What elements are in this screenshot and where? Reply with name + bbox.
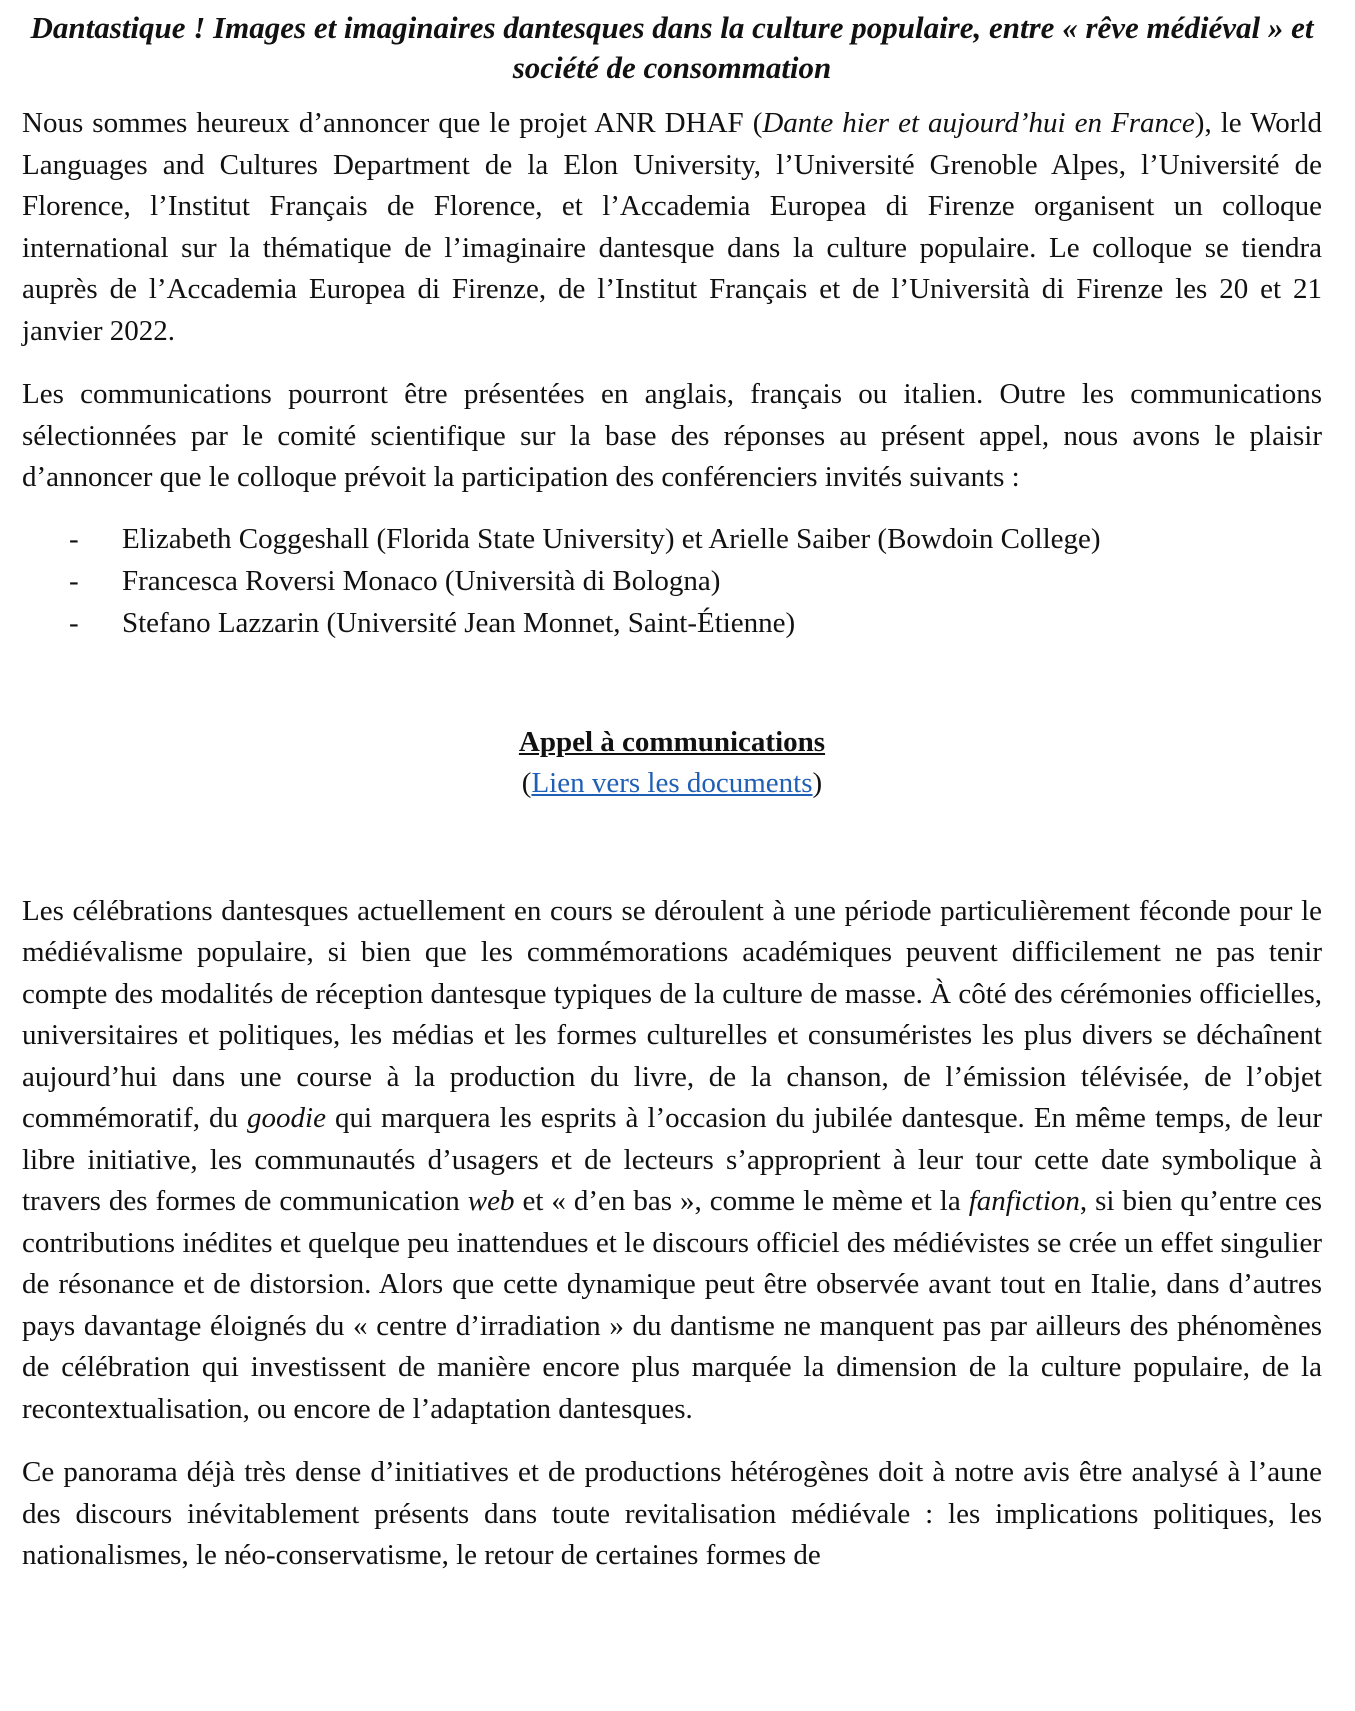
languages-paragraph: Les communications pourront être présentées en anglais, français ou italien. Outre les communications sélectionnées par le comité scientifique sur la base des réponses au présent appel, nous avons le plaisir d’annoncer que le colloque prévoit la participation des conférenciers invités suivants :	[22, 378, 1322, 493]
panorama-paragraph: Ce panorama déjà très dense d’initiatives et de productions hétérogènes doit à notre avis être analysé à l’aune des discours inévitablement présents dans toute revitalisation médiévale : les implications politiques, les nationalismes, le néo-conservatisme, le retour de certaines formes de	[22, 1456, 1322, 1571]
celebrations-text-1: Les célébrations dantesques actuellement en cours se déroulent à une période particulièrement féconde pour le médiévalisme populaire, si bien que les commémorations académiques peuvent difficilement ne pas tenir compte des modalités de réception dantesque typiques de la culture de masse. À côté des cérémonies officielles, universitaires et politiques, les médias et les formes culturelles et consuméristes les plus divers se déchaînent aujourd’hui dans une course à la production du livre, de la chanson, de l’émission télévisée, de l’objet commémoratif, du	[22, 894, 1322, 1134]
celebrations-italic-goodie: goodie	[247, 1102, 326, 1134]
list-item	[22, 560, 1322, 602]
paren-close: )	[812, 766, 823, 799]
invited-speakers-list	[22, 518, 1322, 644]
celebrations-italic-web: web	[467, 1185, 515, 1217]
documents-link-line	[22, 763, 1322, 804]
call-for-papers-heading	[22, 722, 1322, 763]
intro-text-start: Nous sommes heureux d’annoncer que le projet ANR DHAF (	[22, 107, 763, 139]
document-title: Dantastique ! Images et imaginaires dantesques dans la culture populaire, entre « rêve médiéval » et société de consommation	[30, 10, 1314, 85]
documents-link[interactable]: Lien vers les documents	[531, 766, 813, 799]
celebrations-text-3: et « d’en bas », comme le mème et la	[514, 1185, 969, 1217]
speaker-text: Stefano Lazzarin (Université Jean Monnet, Saint-Étienne)	[122, 606, 796, 639]
list-item	[22, 518, 1322, 560]
list-dash: -	[69, 606, 79, 639]
intro-project-name: Dante hier et aujourd’hui en France	[762, 107, 1195, 139]
speaker-text: Francesca Roversi Monaco (Università di Bologna)	[122, 564, 721, 597]
paren-open: (	[521, 766, 532, 799]
celebrations-text-4: , si bien qu’entre ces contributions inédites et quelque peu inattendues et le discours officiel des médiévistes se crée un effet singulier de résonance et de distorsion. Alors que cette dynamique peut être observée avant tout en Italie, dans d’autres pays davantage éloignés du « centre d’irradiation » du dantisme ne manquent pas par ailleurs des phénomènes de célébration qui investissent de manière encore plus marquée la dimension de la culture populaire, de la recontextualisation, ou encore de l’adaptation dantesques.	[22, 1185, 1322, 1425]
speaker-text: Elizabeth Coggeshall (Florida State University) et Arielle Saiber (Bowdoin College)	[122, 522, 1101, 555]
list-dash: -	[69, 522, 79, 555]
intro-paragraph	[22, 103, 1322, 352]
intro-text-end: ), le World Languages and Cultures Department de la Elon University, l’Université Grenoble Alpes, l’Université de Florence, l’Institut Français de Florence, et l’Accademia Europea di Firenze organisent un colloque international sur la thématique de l’imaginaire dantesque dans la culture populaire. Le colloque se tiendra auprès de l’Accademia Europea di Firenze, de l’Institut Français et de l’Università di Firenze les 20 et 21 janvier 2022.	[22, 107, 1322, 347]
call-for-papers-title: Appel à communications	[518, 725, 826, 758]
list-item	[22, 602, 1322, 644]
document-page	[22, 8, 1322, 1577]
celebrations-text-2: qui marquera les esprits à l’occasion du jubilée dantesque. En même temps, de leur libre initiative, les communautés d’usagers et de lecteurs s’approprient à leur tour cette date symbolique à travers des formes de communication	[22, 1102, 1322, 1217]
list-dash: -	[69, 564, 79, 597]
celebrations-paragraph	[22, 891, 1322, 1431]
celebrations-italic-fanfiction: fanfiction	[968, 1185, 1080, 1217]
